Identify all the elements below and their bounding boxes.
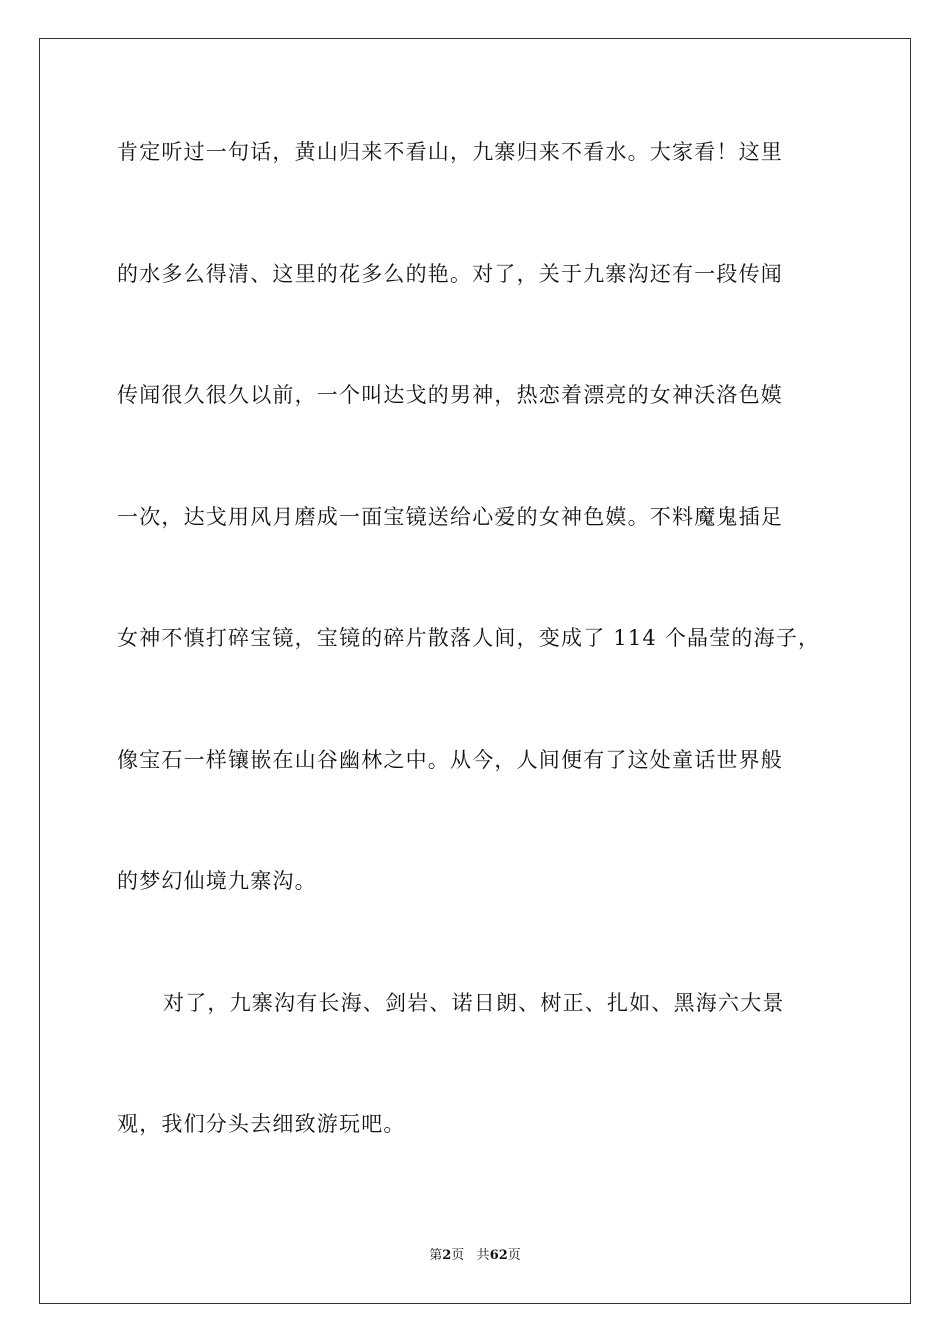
paragraph-line: 一次，达戈用风月磨成一面宝镜送给心爱的女神色嫫。不料魔鬼插足: [117, 504, 783, 529]
total-pages: 62: [489, 1248, 508, 1263]
paragraph-line: 女神不慎打碎宝镜，宝镜的碎片散落人间，变成了 114 个晶莹的海子，: [117, 626, 821, 650]
page-prefix: 第: [429, 1248, 443, 1263]
paragraph-line: 对了，九寨沟有长海、剑岩、诺日朗、树正、扎如、黑海六大景: [163, 990, 785, 1015]
paragraph-line: 的水多么得清、这里的花多么的艳。对了，关于九寨沟还有一段传闻: [117, 261, 783, 286]
total-prefix: 共: [476, 1248, 490, 1263]
page-number: 2: [442, 1248, 452, 1263]
page-footer: [0, 1246, 950, 1266]
paragraph-line: 肯定听过一句话，黄山归来不看山，九寨归来不看水。大家看！这里: [117, 140, 783, 164]
document-body: [117, 130, 837, 1224]
total-suffix: 页: [507, 1248, 521, 1263]
paragraph-line: 的梦幻仙境九寨沟。: [117, 869, 317, 893]
page-suffix: 页: [451, 1248, 465, 1263]
paragraph-line: 传闻很久很久以前，一个叫达戈的男神，热恋着漂亮的女神沃洛色嫫: [117, 383, 783, 407]
paragraph-line: 观，我们分头去细致游玩吧。: [117, 1112, 406, 1136]
paragraph-line: 像宝石一样镶嵌在山谷幽林之中。从今，人间便有了这处童话世界般: [117, 747, 783, 772]
